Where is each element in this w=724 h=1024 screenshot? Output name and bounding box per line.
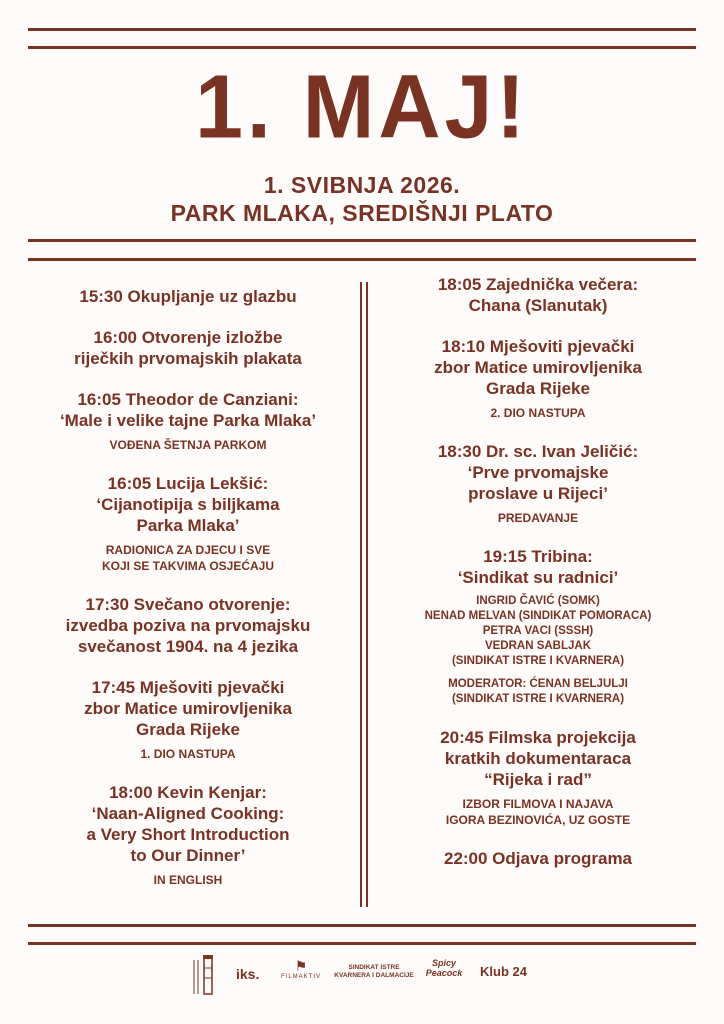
program-item-moderator: MODERATOR: ĆENAN BELJULJI (SINDIKAT ISTRE I KVARNERA) (448, 678, 628, 705)
filmaktiv-logo (278, 958, 324, 980)
program-item-title: 18:10 Mješoviti pjevački zbor Matice umirovljenika Grada Rijeke (434, 337, 642, 398)
lighthouse-logo-icon (190, 952, 222, 998)
program-item-note: IN ENGLISH (153, 873, 223, 887)
program-right-column (378, 275, 698, 889)
program-item-title: 22:00 Odjava programa (443, 849, 633, 868)
column-divider-1 (360, 282, 362, 907)
program-item (28, 286, 348, 307)
program-item-title: 16:05 Theodor de Canziani: ‘Male i velike tajne Parka Mlaka’ (59, 390, 317, 430)
program-item (28, 327, 348, 369)
top-rule-1 (28, 28, 696, 31)
column-divider-2 (366, 282, 368, 907)
mid-rule-1 (28, 239, 696, 242)
poster-title: 1. MAJ! (195, 56, 529, 158)
sponsor-logos (180, 952, 560, 1000)
program-item-title: 18:30 Dr. sc. Ivan Jeličić: ‘Prve prvomajske proslave u Rijeci’ (437, 442, 639, 503)
mid-rule-2 (28, 258, 696, 261)
iks-logo: iks. (236, 966, 260, 982)
program-item (378, 848, 698, 869)
program-item-title: 19:15 Tribina: ‘Sindikat su radnici’ (457, 547, 619, 587)
filmaktiv-label: FILMAKTIV (280, 974, 321, 980)
bottom-rule-1 (28, 924, 696, 927)
film-camera-icon: ⚑ (294, 958, 308, 974)
sindikat-logo: SINDIKAT ISTRE KVARNERA I DALMACIJE (334, 964, 414, 979)
top-rule-2 (28, 46, 696, 49)
program-item-note: VOĐENA ŠETNJA PARKOM (109, 438, 267, 452)
program-item-note: IZBOR FILMOVA I NAJAVA IGORA BEZINOVIĆA, UZ GOSTE (445, 797, 631, 827)
program-item-title: 16:00 Otvorenje izložbe riječkih prvomajskih plakata (74, 328, 302, 368)
program-item (28, 594, 348, 657)
program-item-title: 18:05 Zajednička večera: Chana (Slanutak) (437, 275, 639, 315)
program-item (378, 441, 698, 526)
event-place: PARK MLAKA, SREDIŠNJI PLATO (170, 200, 554, 226)
program-item (28, 389, 348, 453)
bottom-rule-2 (28, 942, 696, 945)
program-item (378, 336, 698, 421)
program-item-note: RADIONICA ZA DJECU I SVE KOJI SE TAKVIMA OSJEĆAJU (101, 543, 275, 573)
program-item-title: 20:45 Filmska projekcija kratkih dokumentaraca “Rijeka i rad” (440, 728, 636, 789)
spicy-peacock-logo: Spicy Peacock (425, 958, 463, 978)
program-item-note: PREDAVANJE (497, 511, 579, 525)
program-item (28, 677, 348, 762)
program-item-speakers: INGRID ČAVIĆ (SOMK) NENAD MELVAN (SINDIKAT POMORACA) PETRA VACI (SSSH) VEDRAN SABLJAK (SINDIKAT ISTRE I KVARNERA) (424, 595, 652, 667)
program-item-title: 17:30 Svečano otvorenje: izvedba poziva na prvomajsku svečanost 1904. na 4 jezika (65, 595, 311, 656)
event-date: 1. SVIBNJA 2026. (263, 172, 461, 198)
program-item (378, 274, 698, 316)
program-item-title: 18:00 Kevin Kenjar: ‘Naan-Aligned Cooking: a Very Short Introduction to Our Dinner’ (86, 783, 290, 865)
program-item-title: 16:05 Lucija Lekšić: ‘Cijanotipija s biljkama Parka Mlaka’ (96, 474, 280, 535)
program-item-note: 2. DIO NASTUPA (490, 406, 586, 420)
program-item-title: 17:45 Mješoviti pjevački zbor Matice umirovljenika Grada Rijeke (84, 678, 292, 739)
program-left-column (28, 282, 348, 908)
program-item (378, 546, 698, 707)
program-item (378, 727, 698, 828)
klub24-logo: Klub 24 (480, 964, 527, 979)
program-item-note: 1. DIO NASTUPA (140, 747, 236, 761)
program-item-title: 15:30 Okupljanje uz glazbu (79, 287, 297, 306)
program-item (28, 782, 348, 888)
program-item (28, 473, 348, 574)
